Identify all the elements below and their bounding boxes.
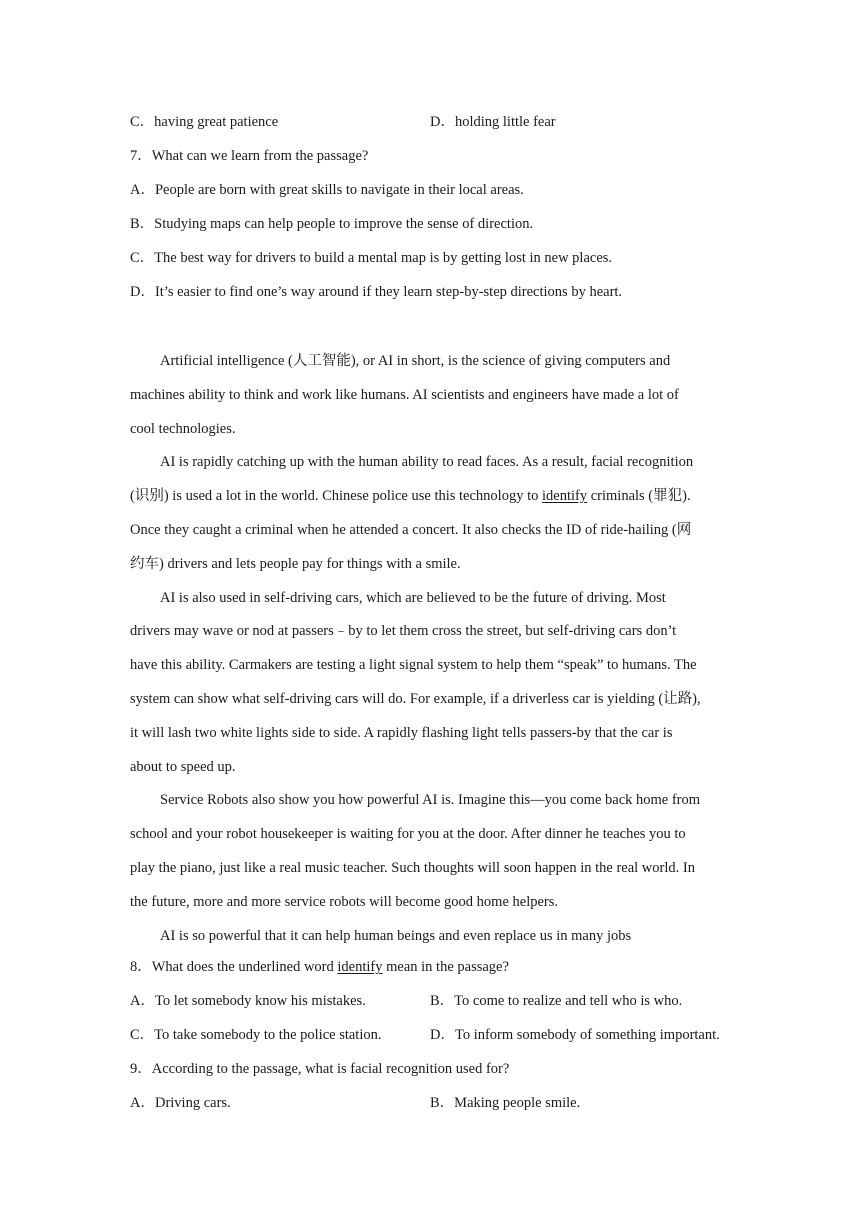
passage-p3-line3: have this ability. Carmakers are testing a light signal system to help them “speak” to humans. The (130, 657, 697, 674)
section-gap (130, 312, 735, 345)
passage-p2-line3: Once they caught a criminal when he attended a concert. It also checks the ID of ride-hailing (网 (130, 521, 692, 538)
q8-option-a: A．To let somebody know his mistakes. (130, 993, 366, 1010)
q6-option-c: C．having great patience (130, 114, 279, 130)
passage-p4-line4: the future, more and more service robots will become good home helpers. (130, 893, 559, 910)
q8-option-d: D．To inform somebody of something important. (430, 1027, 720, 1044)
passage-p2-line4: 约车) drivers and lets people pay for things with a smile. (130, 555, 461, 572)
q7-option-d: D．It’s easier to find one’s way around if they learn step-by-step directions by heart. (130, 284, 623, 300)
q7-stem: 7．What can we learn from the passage? (130, 148, 369, 164)
q8-stem-post: mean in the passage? (382, 959, 509, 976)
passage-p3-line2: drivers may wave or nod at passers﹣by to let them cross the street, but self-driving cars don’t (130, 623, 677, 640)
passage-p3-line4: system can show what self-driving cars will do. For example, if a driverless car is yielding (让路), (130, 690, 701, 707)
q7-option-b: B．Studying maps can help people to improve the sense of direction. (130, 216, 534, 232)
passage-p1-line1: Artificial intelligence (人工智能), or AI in short, is the science of giving computers and (160, 353, 671, 369)
passage-p1-line2: machines ability to think and work like humans. AI scientists and engineers have made a lot of (130, 386, 679, 403)
q8-option-c: C．To take somebody to the police station. (130, 1027, 382, 1044)
q8-option-b: B．To come to realize and tell who is who. (430, 993, 683, 1010)
passage-p3-line6: about to speed up. (130, 758, 236, 775)
q8-options-row-2 (130, 1021, 735, 1055)
q9-options-row-1 (130, 1089, 735, 1123)
passage-p1-line3: cool technologies. (130, 420, 236, 437)
passage-p2-line2-pre: (识别) is used a lot in the world. Chinese police use this technology to (130, 488, 542, 505)
passage-p3-line5: it will lash two white lights side to side. A rapidly flashing light tells passers-by that the car is (130, 724, 673, 741)
passage-p3-line1: AI is also used in self-driving cars, which are believed to be the future of driving. Most (160, 589, 666, 606)
passage-p2-line2-post: criminals (罪犯). (587, 488, 691, 505)
q8-underlined-word: identify (337, 959, 383, 976)
q9-stem: 9．According to the passage, what is facial recognition used for? (130, 1061, 510, 1078)
q7-option-c: C．The best way for drivers to build a mental map is by getting lost in new places. (130, 250, 613, 266)
q9-option-a: A．Driving cars. (130, 1095, 231, 1112)
passage-p5-line1: AI is so powerful that it can help human beings and even replace us in many jobs (160, 927, 632, 944)
passage-p4-line3: play the piano, just like a real music teacher. Such thoughts will soon happen in the real world. In (130, 859, 695, 876)
passage-p2-line2 (130, 480, 735, 514)
q7-option-a: A．People are born with great skills to navigate in their local areas. (130, 182, 524, 198)
document-page (130, 108, 735, 1123)
passage-p4-line2: school and your robot housekeeper is waiting for you at the door. After dinner he teaches you to (130, 826, 686, 843)
passage-p2-line1: AI is rapidly catching up with the human ability to read faces. As a result, facial recognition (160, 454, 694, 471)
q8-stem-pre: 8．What does the underlined word (130, 959, 338, 976)
q8-options-row-1 (130, 987, 735, 1021)
reading-passage (130, 345, 735, 953)
q6-options-row (130, 108, 735, 142)
q9-option-b: B．Making people smile. (430, 1095, 581, 1112)
passage-p4-line1: Service Robots also show you how powerful AI is. Imagine this—you come back home from (160, 792, 701, 809)
q6-option-d: D．holding little fear (430, 114, 556, 130)
q8-stem (130, 953, 735, 987)
underlined-word-identify: identify (541, 488, 588, 505)
